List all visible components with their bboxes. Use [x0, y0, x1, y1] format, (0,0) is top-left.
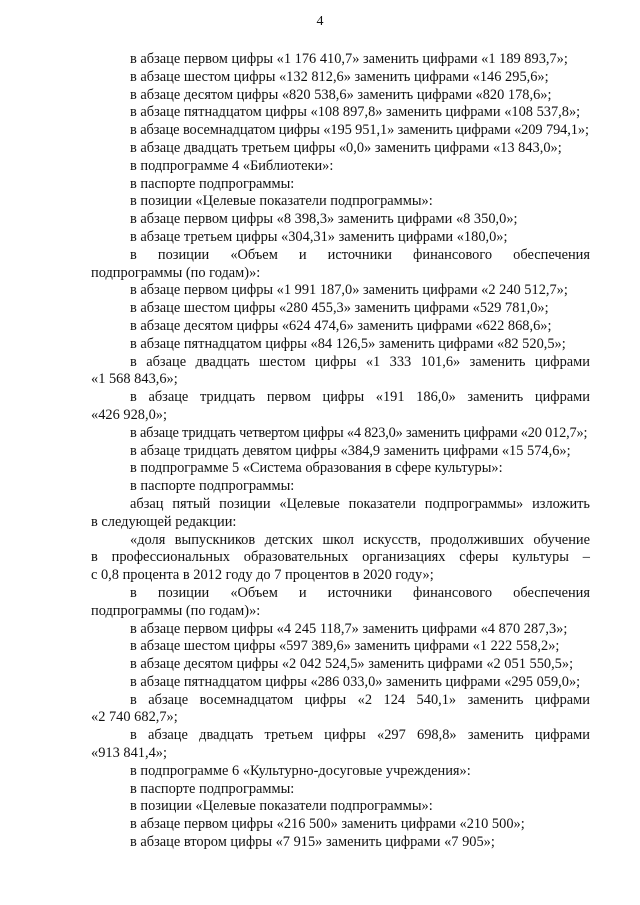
text-line: в подпрограмме 5 «Система образования в сфере культуры»:: [130, 460, 503, 477]
page-number: 4: [316, 14, 324, 29]
text-line: в абзаце десятом цифры «624 474,6» заменить цифрами «622 868,6»;: [130, 317, 552, 334]
text-line: в абзаце первом цифры «1 176 410,7» заменить цифрами «1 189 893,7»;: [130, 51, 568, 67]
text-line: подпрограммы (по годам)»:: [91, 602, 261, 619]
text-line: в абзаце десятом цифры «2 042 524,5» заменить цифрами «2 051 550,5»;: [130, 656, 574, 673]
text-line: в абзаце десятом цифры «820 538,6» заменить цифрами «820 178,6»;: [130, 86, 552, 103]
text-line: в абзаце двадцать третьем цифры «297 698,8» заменить цифрами: [130, 727, 590, 744]
text-line: в абзаце первом цифры «8 398,3» заменить цифрами «8 350,0»;: [130, 211, 518, 228]
text-line: в подпрограмме 4 «Библиотеки»:: [130, 157, 334, 174]
text-line: в паспорте подпрограммы:: [130, 478, 295, 495]
text-line: в абзаце восемнадцатом цифры «195 951,1» заменить цифрами «209 794,1»;: [130, 122, 589, 139]
text-line: с 0,8 процента в 2012 году до 7 процентов в 2020 году»;: [91, 567, 434, 584]
text-line: в абзаце двадцать третьем цифры «0,0» заменить цифрами «13 843,0»;: [130, 139, 562, 156]
text-line: «1 568 843,6»;: [91, 371, 178, 388]
text-line: в профессиональных образовательных организациях сферы культуры –: [91, 549, 590, 566]
text-line: «доля выпускников детских школ искусств, продолживших обучение: [130, 531, 590, 548]
text-line: в следующей редакции:: [91, 513, 237, 530]
text-line: «2 740 682,7»;: [91, 709, 178, 726]
text-line: в абзаце пятнадцатом цифры «108 897,8» заменить цифрами «108 537,8»;: [130, 104, 581, 121]
text-line: в позиции «Объем и источники финансового обеспечения: [130, 246, 590, 263]
text-line: в абзаце пятнадцатом цифры «286 033,0» заменить цифрами «295 059,0»;: [130, 673, 581, 690]
text-line: в позиции «Объем и источники финансового обеспечения: [130, 584, 590, 601]
text-line: в абзаце тридцать первом цифры «191 186,0» заменить цифрами: [130, 389, 590, 406]
text-line: «426 928,0»;: [91, 406, 167, 423]
text-line: абзац пятый позиции «Целевые показатели подпрограммы» изложить: [130, 495, 590, 512]
text-line: в абзаце двадцать шестом цифры «1 333 101,6» заменить цифрами: [130, 353, 590, 370]
text-line: в абзаце тридцать четвертом цифры «4 823,0» заменить цифрами «20 012,7»;: [130, 424, 588, 441]
text-line: в паспорте подпрограммы:: [130, 780, 295, 797]
text-line: в абзаце пятнадцатом цифры «84 126,5» заменить цифрами «82 520,5»;: [130, 335, 566, 352]
text-line: в абзаце третьем цифры «304,31» заменить цифрами «180,0»;: [130, 228, 508, 245]
text-line: в паспорте подпрограммы:: [130, 175, 295, 192]
text-line: в абзаце восемнадцатом цифры «2 124 540,1» заменить цифрами: [130, 691, 590, 708]
text-line: в позиции «Целевые показатели подпрограммы»:: [130, 798, 433, 815]
text-line: подпрограммы (по годам)»:: [91, 264, 261, 281]
text-line: в абзаце шестом цифры «280 455,3» заменить цифрами «529 781,0»;: [130, 300, 549, 317]
text-line: в абзаце тридцать девятом цифры «384,9 заменить цифрами «15 574,6»;: [130, 442, 571, 459]
text-line: в абзаце первом цифры «1 991 187,0» заменить цифрами «2 240 512,7»;: [130, 282, 568, 299]
text-line: «913 841,4»;: [91, 745, 167, 762]
document-body: [91, 51, 590, 852]
text-line: в абзаце втором цифры «7 915» заменить цифрами «7 905»;: [130, 834, 495, 851]
text-line: в позиции «Целевые показатели подпрограммы»:: [130, 193, 433, 210]
text-line: в подпрограмме 6 «Культурно-досуговые учреждения»:: [130, 762, 471, 779]
text-line: в абзаце первом цифры «216 500» заменить цифрами «210 500»;: [130, 816, 525, 833]
text-line: в абзаце первом цифры «4 245 118,7» заменить цифрами «4 870 287,3»;: [130, 620, 568, 637]
text-line: в абзаце шестом цифры «597 389,6» заменить цифрами «1 222 558,2»;: [130, 638, 560, 655]
text-line: в абзаце шестом цифры «132 812,6» заменить цифрами «146 295,6»;: [130, 68, 549, 85]
